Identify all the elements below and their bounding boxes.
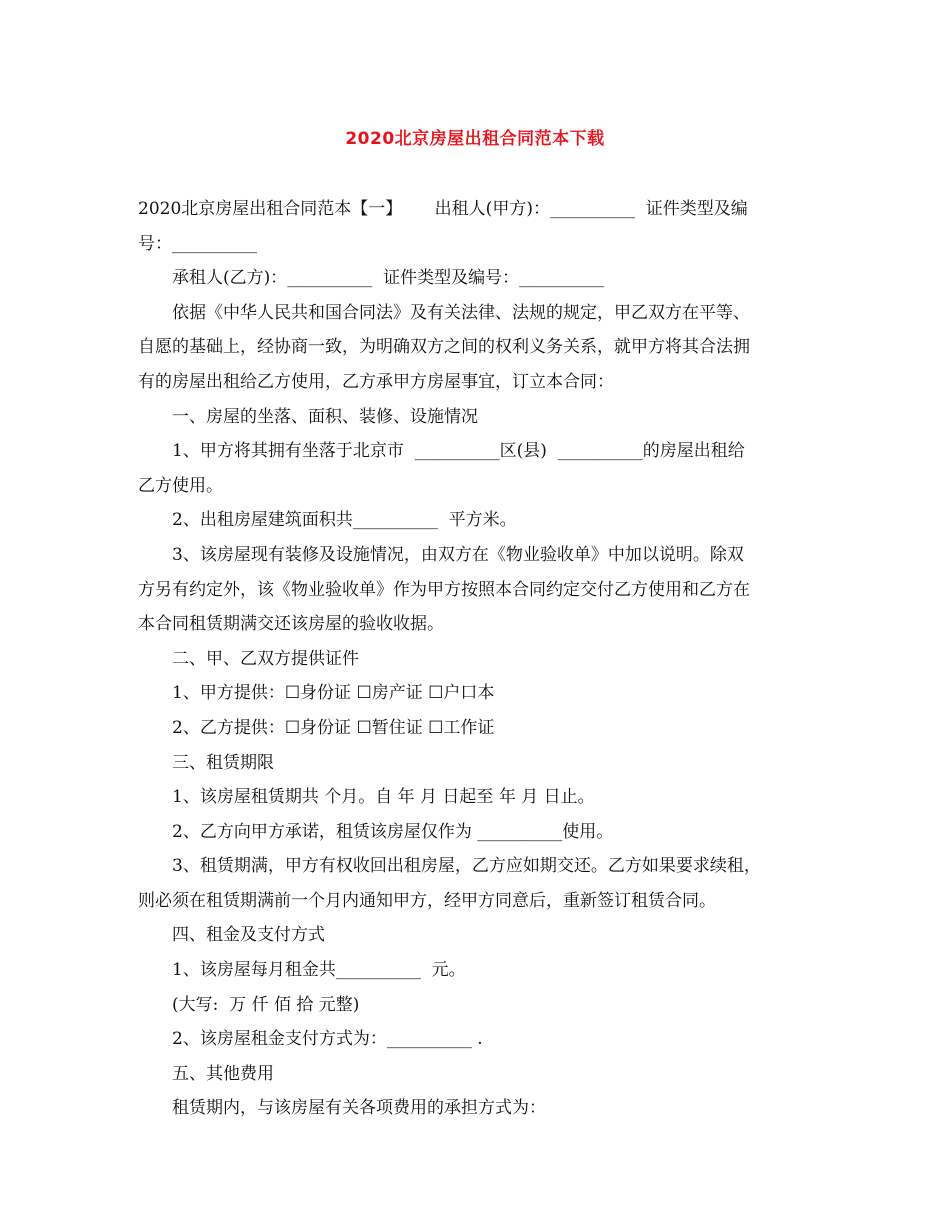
text-line: 1、该房屋租赁期共 个月。自 年 月 日起至 年 月 日止。	[172, 787, 595, 808]
text-line: 则必须在租赁期满前一个月内通知甲方，经甲方同意后，重新签订租赁合同。	[138, 890, 716, 911]
text-line: 承租人(乙方)：__________ 证件类型及编号：__________	[172, 268, 605, 289]
text-line: 3、该房屋现有装修及设施情况，由双方在《物业验收单》中加以说明。除双	[172, 544, 744, 565]
text-line: 方另有约定外，该《物业验收单》作为甲方按照本合同约定交付乙方使用和乙方在	[138, 579, 750, 600]
text-line: 2、该房屋租金支付方式为：__________ .	[172, 1029, 483, 1050]
text-line: 有的房屋出租给乙方使用，乙方承甲方房屋事宜，订立本合同：	[138, 371, 614, 392]
text-line: 四、租金及支付方式	[172, 925, 325, 946]
text-line: 3、租赁期满，甲方有权收回出租房屋，乙方应如期交还。乙方如果要求续租，	[172, 856, 761, 877]
text-line: 1、甲方将其拥有坐落于北京市 __________区(县) __________的房屋出租给	[172, 441, 745, 462]
text-line: 2020北京房屋出租合同范本【一】 出租人(甲方)：__________ 证件类型及编	[138, 199, 748, 219]
text-line: 2、乙方提供：☐身份证 ☐暂住证 ☐工作证	[172, 717, 495, 738]
text-line: 2、乙方向甲方承诺，租赁该房屋仅作为 __________使用。	[172, 821, 614, 842]
text-line: 2、出租房屋建筑面积共__________ 平方米。	[172, 510, 517, 531]
text-line: 自愿的基础上，经协商一致，为明确双方之间的权利义务关系，就甲方将其合法拥	[138, 337, 750, 358]
text-line: 乙方使用。	[138, 475, 223, 496]
text-line: 二、甲、乙双方提供证件	[172, 648, 359, 669]
text-line: 依据《中华人民共和国合同法》及有关法律、法规的规定，甲乙双方在平等、	[172, 302, 750, 323]
text-line: (大写: 万 仟 佰 拾 元整)	[172, 994, 360, 1015]
text-line: 1、该房屋每月租金共__________ 元。	[172, 960, 466, 981]
text-line: 一、房屋的坐落、面积、装修、设施情况	[172, 406, 478, 427]
text-line: 号：__________	[138, 233, 257, 254]
text-line: 本合同租赁期满交还该房屋的验收收据。	[138, 614, 444, 635]
text-line: 五、其他费用	[172, 1063, 274, 1084]
text-line: 三、租赁期限	[172, 752, 274, 773]
text-line: 1、甲方提供：☐身份证 ☐房产证 ☐户口本	[172, 683, 495, 704]
document-body	[138, 192, 828, 1126]
text-line: 租赁期内，与该房屋有关各项费用的承担方式为：	[172, 1098, 546, 1119]
document-title: 2020北京房屋出租合同范本下载	[345, 129, 605, 149]
